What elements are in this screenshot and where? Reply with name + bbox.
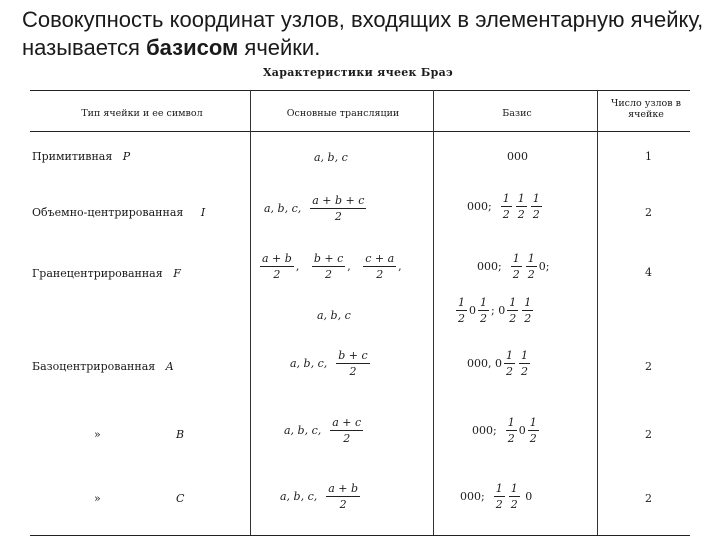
bravais-table-scan — [22, 64, 694, 536]
table-top-rule — [30, 90, 690, 91]
row-base-centered-a-count: 2 — [645, 360, 652, 373]
row-face-centered-fractions: $\frac{a + b}{2}$ , $\frac{b + c}{2}$ , $\frac{c + a}{2}$ , — [262, 252, 402, 281]
table-caption: Характеристики ячеек Браэ — [262, 66, 454, 79]
intro-text: Совокупность координат узлов, входящих в элементарную ячейку, называется — [22, 7, 704, 60]
row-primitive-basis: 000 — [507, 150, 528, 163]
row-base-centered-c-count: 2 — [645, 492, 652, 505]
row-base-centered-b-count: 2 — [645, 428, 652, 441]
row-primitive-translations: a, b, c — [314, 151, 348, 164]
column-divider — [597, 90, 598, 535]
intro-paragraph — [22, 6, 712, 62]
row-base-centered-c-basis: 000; $\frac{1}{2}$ $\frac{1}{2}$ 0 — [460, 482, 533, 511]
row-base-centered-b-translations: a, b, c, $\frac{a + c}{2}$ — [284, 416, 362, 445]
row-primitive-type: Примитивная P — [32, 150, 131, 163]
table-header-rule — [30, 131, 690, 132]
row-base-centered-c-ditto: » — [94, 492, 101, 505]
row-base-centered-c-symbol: C — [176, 492, 185, 505]
row-base-centered-b-symbol: B — [176, 428, 185, 441]
row-base-centered-a-basis: 000, 0 $\frac{1}{2}$ $\frac{1}{2}$ — [467, 349, 528, 378]
row-body-centered-translations: a, b, c, $\frac{a + b + c}{2}$ — [264, 194, 365, 223]
row-face-centered-count: 4 — [645, 266, 652, 279]
row-body-centered-count: 2 — [645, 206, 652, 219]
row-face-centered-basis-line1: 000; $\frac{1}{2}$ $\frac{1}{2}$ 0; — [477, 252, 550, 281]
row-base-centered-c-translations: a, b, c, $\frac{a + b}{2}$ — [280, 482, 359, 511]
row-base-centered-a-type: Базоцентрированная A — [32, 360, 174, 373]
header-node-count: Число узлов в ячейке — [610, 98, 681, 120]
header-basis: Базис — [502, 108, 532, 119]
column-divider — [250, 90, 251, 535]
row-face-centered-type: Гранецентрированная F — [32, 267, 181, 280]
row-primitive-count: 1 — [645, 150, 652, 163]
row-base-centered-b-ditto: » — [94, 428, 101, 441]
header-translations: Основные трансляции — [286, 108, 400, 119]
column-divider — [433, 90, 434, 535]
row-body-centered-type: Объемно-центрированная I — [32, 206, 206, 219]
header-type: Тип ячейки и ее символ — [81, 108, 203, 119]
row-face-centered-translations: a, b, c — [317, 309, 351, 322]
row-face-centered-basis-line2: $\frac{1}{2}$ 0 $\frac{1}{2}$ ; 0 $\frac{1}{2}$ $\frac{1}{2}$ — [458, 296, 532, 325]
row-base-centered-b-basis: 000; $\frac{1}{2}$ 0 $\frac{1}{2}$ — [472, 416, 537, 445]
intro-bold-term: базисом — [146, 35, 239, 60]
table-bottom-rule — [30, 535, 690, 536]
intro-text-end: ячейки. — [238, 35, 321, 60]
row-base-centered-a-translations: a, b, c, $\frac{b + c}{2}$ — [290, 349, 368, 378]
row-body-centered-basis: 000; $\frac{1}{2}$ $\frac{1}{2}$ $\frac{1}{2}$ — [467, 192, 540, 221]
